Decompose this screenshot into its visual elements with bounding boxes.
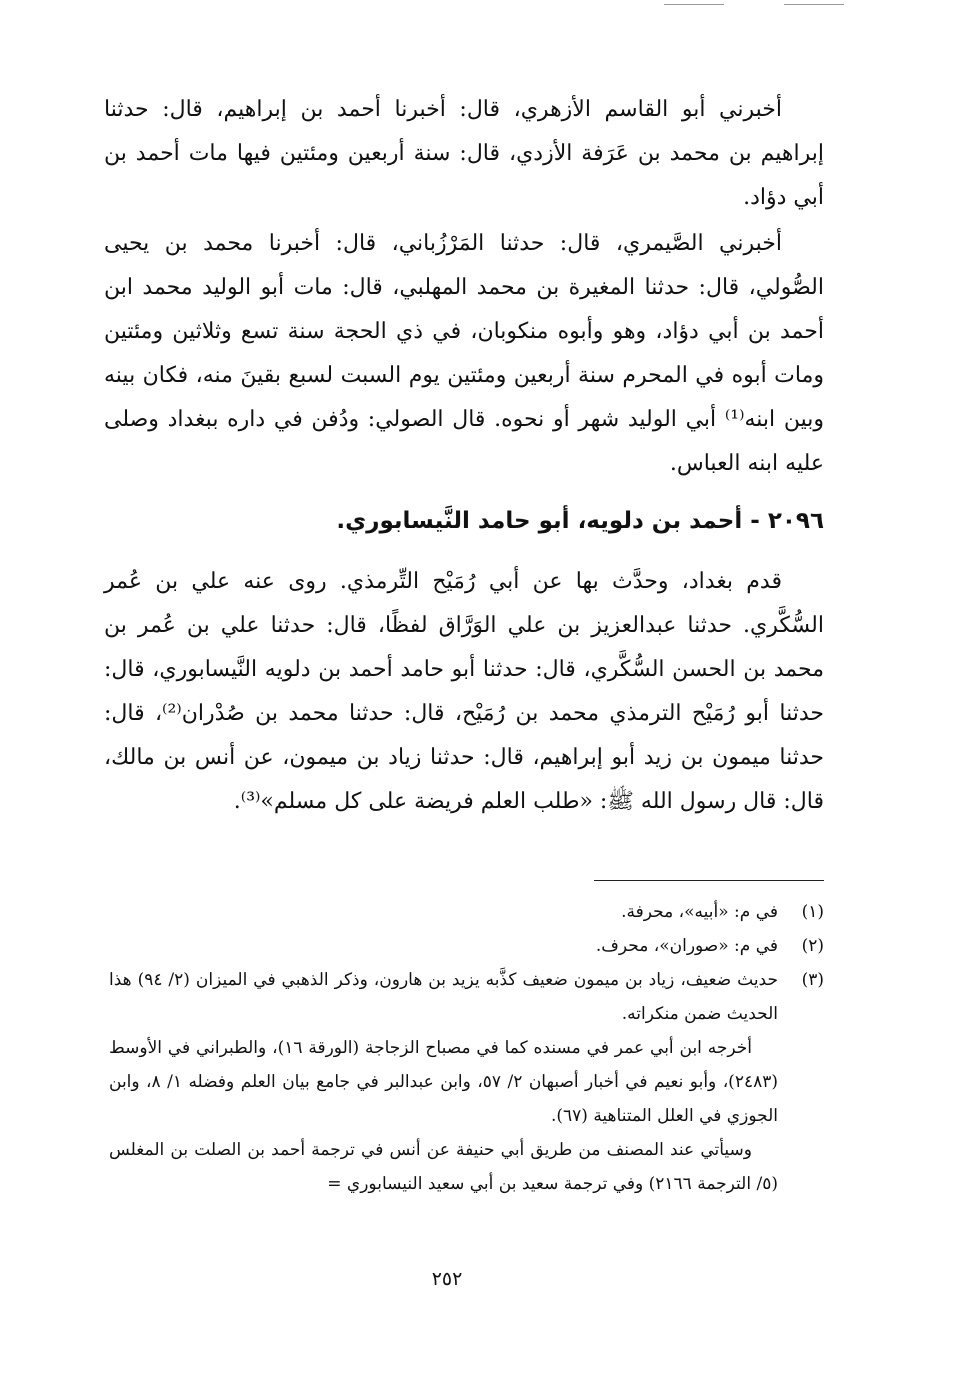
footnote-text: في م: «صوران»، محرف. <box>595 936 778 956</box>
footnote-1 <box>109 895 824 929</box>
paragraph-3: قدم بغداد، وحدَّث بها عن أبي رُمَيْح التِّرمذي. روى عنه علي بن عُمر السُّكَّري. حدثنا عبدالعزيز بن علي الوَرَّاق لفظًا، قال: حدثنا علي بن عُمر بن محمد بن الحسن السُّكَّري، قال: حدثنا أبو حامد أحمد بن دلويه النَّيسابوري، قال: حدثنا أبو رُمَيْح الترمذي محمد بن رُمَيْح، قال: حدثنا محمد بن صُدْران⁽²⁾، قال: حدثنا ميمون بن زيد أبو إبراهيم، قال: حدثنا زياد بن ميمون، عن أنس بن مالك، قال: قال رسول الله ﷺ: «طلب العلم فريضة على كل مسلم»⁽³⁾. <box>104 569 824 814</box>
top-edge-marks <box>0 0 974 8</box>
footnote-3-continuation: أخرجه ابن أبي عمر في مسنده كما في مصباح الزجاجة (الورقة ١٦)، والطبراني في الأوسط (٢٤٨٣)، وأبو نعيم في أخبار أصبهان ٢/ ٥٧، وابن عبدالبر في جامع بيان العلم وفضله ١/ ٨، وابن الجوزي في العلل المتناهية (٦٧). <box>109 1038 778 1126</box>
footnote-separator <box>594 880 824 881</box>
page-number: ٢٥٢ <box>431 1268 463 1290</box>
top-edge-mark <box>784 4 844 8</box>
top-edge-mark <box>664 4 724 8</box>
footnote-number: (١) <box>801 902 824 922</box>
footnote-2 <box>109 929 824 963</box>
footnote-3 <box>109 963 824 1031</box>
paragraph-2: أخبرني الصَّيمري، قال: حدثنا المَرْزُباني، قال: أخبرنا محمد بن يحيى الصُّولي، قال: حدثنا المغيرة بن محمد المهلبي، قال: مات أبو الوليد محمد ابن أحمد بن أبي دؤاد، وهو وأبوه منكوبان، في ذي الحجة سنة تسع وثلاثين ومئتين ومات أبوه في المحرم سنة أربعين ومئتين يوم السبت لسبع بقينَ منه، فكان بينه وبين ابنه⁽¹⁾ أبي الوليد شهر أو نحوه. قال الصولي: ودُفن في داره ببغداد وصلى عليه ابنه العباس. <box>104 231 824 476</box>
footnote-3-continuation: وسيأتي عند المصنف من طريق أبي حنيفة عن أنس في ترجمة أحمد بن الصلت بن المغلس (٥/ الترجمة ٢١٦٦) وفي ترجمة سعيد بن أبي سعيد النيسابوري = <box>109 1140 778 1194</box>
footnote-text: في م: «أبيه»، محرفة. <box>621 902 778 922</box>
footnotes <box>109 895 824 1201</box>
footnote-number: (٢) <box>801 936 824 956</box>
footnote-text: حديث ضعيف، زياد بن ميمون ضعيف كذَّبه يزيد بن هارون، وذكر الذهبي في الميزان (٢/ ٩٤) هذا الحديث ضمن منكراته. <box>109 970 778 1024</box>
main-text <box>104 88 824 824</box>
paragraph-1: أخبرني أبو القاسم الأزهري، قال: أخبرنا أحمد بن إبراهيم، قال: حدثنا إبراهيم بن محمد بن عَرَفة الأزدي، قال: سنة أربعين ومئتين فيها مات أحمد بن أبي دؤاد. <box>104 97 824 210</box>
entry-heading: ٢٠٩٦ - أحمد بن دلويه، أبو حامد النَّيسابوري. <box>336 508 824 534</box>
footnote-number: (٣) <box>801 970 824 990</box>
